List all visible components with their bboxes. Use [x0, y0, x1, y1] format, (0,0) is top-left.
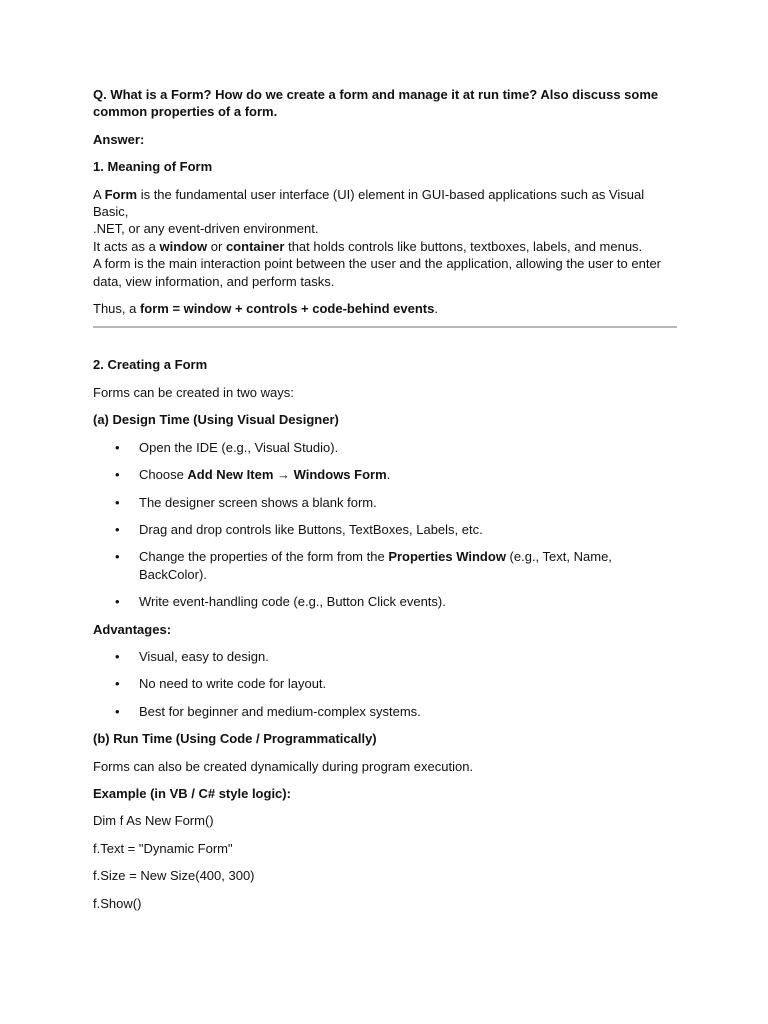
design-time-heading: (a) Design Time (Using Visual Designer): [93, 412, 339, 428]
advantages-heading: Advantages:: [93, 621, 172, 637]
design-steps-list: [93, 439, 677, 611]
document-content: [93, 86, 677, 922]
bullet-icon: •: [115, 703, 120, 719]
bullet-icon: •: [115, 439, 120, 455]
list-item: • Drag and drop controls like Buttons, TextBoxes, Labels, etc.: [115, 521, 483, 537]
bullet-icon: •: [115, 648, 120, 664]
list-item: • Write event-handling code (e.g., Button Click events).: [115, 594, 446, 610]
horizontal-divider: [93, 326, 677, 328]
example-heading: Example (in VB / C# style logic):: [93, 785, 291, 801]
question-heading: [93, 86, 677, 121]
list-item: • The designer screen shows a blank form.: [115, 494, 377, 510]
code-line: f.Show(): [93, 895, 142, 911]
list-item: • Open the IDE (e.g., Visual Studio).: [115, 439, 339, 455]
bullet-icon: •: [115, 521, 120, 537]
bullet-icon: •: [115, 549, 120, 565]
list-item: • No need to write code for layout.: [115, 676, 327, 692]
code-line: f.Text = "Dynamic Form": [93, 840, 233, 856]
list-item: • Best for beginner and medium-complex systems.: [115, 703, 421, 719]
list-item: • Choose Add New Item → Windows Form.: [115, 467, 391, 483]
form-definition-summary: Thus, a form = window + controls + code-behind events.: [93, 301, 438, 317]
question-line-2: common properties of a form.: [93, 104, 278, 120]
list-item: • Visual, easy to design.: [115, 648, 269, 664]
run-time-heading: (b) Run Time (Using Code / Programmatically): [93, 731, 377, 747]
bullet-icon: •: [115, 676, 120, 692]
section-2-heading: 2. Creating a Form: [93, 357, 208, 373]
bullet-icon: •: [115, 594, 120, 610]
answer-label: Answer:: [93, 131, 145, 147]
section-2-intro: Forms can be created in two ways:: [93, 384, 294, 400]
section-1-heading: 1. Meaning of Form: [93, 159, 213, 175]
list-item: • Change the properties of the form from the Properties Window (e.g., Text, Name, BackColor).: [115, 549, 612, 582]
advantages-list: [93, 648, 677, 720]
section-1-paragraph: A Form is the fundamental user interface (UI) element in GUI-based applications such as Visual Basic, .NET, or any event-driven environment. It acts as a window or container that holds controls like buttons, textboxes, labels, and menus. A form is the main interaction point between the user and the application, allowing the user to enter data, view information, and perform tasks.: [93, 186, 662, 289]
question-line-1: Q. What is a Form? How do we create a form and manage it at run time? Also discuss some: [93, 87, 659, 102]
bullet-icon: •: [115, 467, 120, 483]
run-time-intro: Forms can also be created dynamically during program execution.: [93, 758, 474, 774]
code-line: Dim f As New Form(): [93, 813, 214, 829]
code-line: f.Size = New Size(400, 300): [93, 868, 255, 884]
bullet-icon: •: [115, 494, 120, 510]
